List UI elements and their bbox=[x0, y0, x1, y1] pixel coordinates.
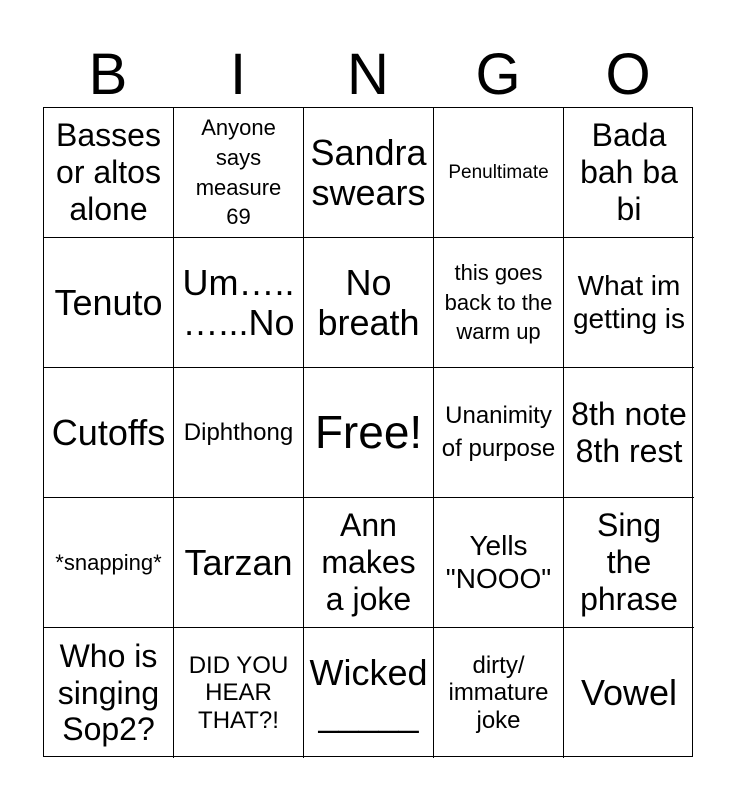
cell-text: Wicked _____ bbox=[309, 651, 428, 734]
bingo-cell-r2-c1[interactable] bbox=[44, 238, 174, 368]
cell-text: Who is singing Sop2? bbox=[57, 637, 160, 748]
bingo-cell-r5-c3[interactable] bbox=[304, 628, 434, 758]
cell-text: What im getting is bbox=[572, 270, 686, 334]
cell-text: Sandra swears bbox=[310, 131, 427, 213]
cell-text: *snapping* bbox=[55, 549, 162, 575]
bingo-cell-r1-c3[interactable] bbox=[304, 108, 434, 238]
cell-text: Diphthong bbox=[183, 418, 294, 446]
cell-text: Vowel bbox=[580, 672, 678, 714]
bingo-cell-r3-c3-free-space[interactable] bbox=[304, 368, 434, 498]
bingo-cell-r4-c1[interactable] bbox=[44, 498, 174, 628]
cell-text: Anyone says measure 69 bbox=[195, 115, 282, 230]
bingo-cell-r3-c1[interactable] bbox=[44, 368, 174, 498]
header-letter-o: O bbox=[605, 42, 651, 107]
header-letter-g: G bbox=[475, 42, 521, 107]
cell-text: Bada bah ba bi bbox=[580, 117, 678, 227]
bingo-cell-r5-c5[interactable] bbox=[564, 628, 694, 758]
cell-text: this goes back to the warm up bbox=[444, 259, 553, 345]
bingo-cell-r1-c1[interactable] bbox=[44, 108, 174, 238]
cell-text: Um….. …...No bbox=[182, 261, 295, 343]
header-letter-n: N bbox=[347, 42, 389, 107]
bingo-cell-r3-c5[interactable] bbox=[564, 368, 694, 498]
header-letter-b: B bbox=[88, 42, 128, 107]
bingo-cell-r2-c2[interactable] bbox=[174, 238, 304, 368]
bingo-cell-r2-c5[interactable] bbox=[564, 238, 694, 368]
cell-text: dirty/ immature joke bbox=[448, 651, 549, 734]
cell-text: Yells "NOOO" bbox=[445, 530, 552, 594]
cell-text: No breath bbox=[317, 261, 420, 343]
cell-text: DID YOU HEAR THAT?! bbox=[188, 651, 289, 734]
bingo-header bbox=[43, 40, 693, 108]
cell-text: Tarzan bbox=[184, 541, 293, 583]
bingo-cell-r4-c3[interactable] bbox=[304, 498, 434, 628]
cell-text: Unanimity of purpose bbox=[441, 402, 556, 462]
bingo-cell-r1-c2[interactable] bbox=[174, 108, 304, 238]
bingo-cell-r5-c4[interactable] bbox=[434, 628, 564, 758]
bingo-cell-r5-c2[interactable] bbox=[174, 628, 304, 758]
bingo-cell-r4-c5[interactable] bbox=[564, 498, 694, 628]
bingo-board bbox=[43, 107, 693, 757]
cell-text: Penultimate bbox=[448, 161, 549, 183]
bingo-cell-r5-c1[interactable] bbox=[44, 628, 174, 758]
bingo-cell-r4-c4[interactable] bbox=[434, 498, 564, 628]
bingo-cell-r3-c2[interactable] bbox=[174, 368, 304, 498]
header-letter-i: I bbox=[229, 42, 247, 107]
bingo-cell-r1-c5[interactable] bbox=[564, 108, 694, 238]
cell-text: Basses or altos alone bbox=[56, 117, 161, 227]
bingo-cell-r1-c4[interactable] bbox=[434, 108, 564, 238]
bingo-cell-r2-c4[interactable] bbox=[434, 238, 564, 368]
cell-text: Sing the phrase bbox=[580, 507, 678, 617]
cell-text: Ann makes a joke bbox=[321, 507, 416, 617]
bingo-cell-r2-c3[interactable] bbox=[304, 238, 434, 368]
cell-text: 8th note 8th rest bbox=[571, 395, 687, 469]
bingo-cell-r4-c2[interactable] bbox=[174, 498, 304, 628]
cell-text: Free! bbox=[314, 406, 423, 459]
bingo-cell-r3-c4[interactable] bbox=[434, 368, 564, 498]
cell-text: Cutoffs bbox=[51, 411, 166, 453]
cell-text: Tenuto bbox=[54, 281, 163, 323]
